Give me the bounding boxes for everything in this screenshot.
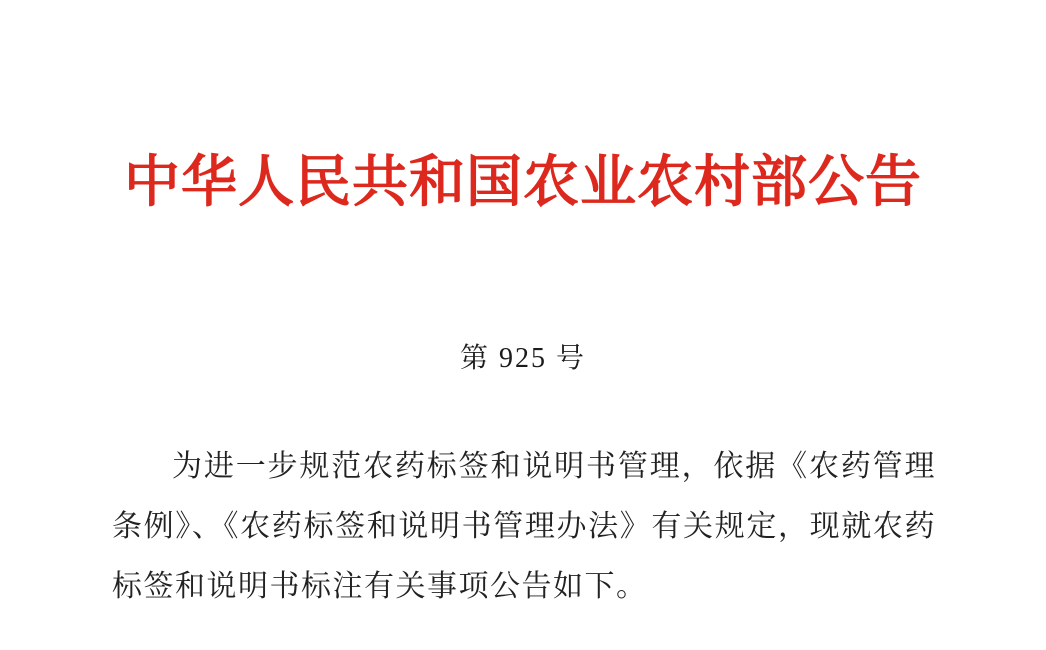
announcement-number: 第 925 号 — [459, 343, 586, 374]
announcement-paragraph: 为进一步规范农药标签和说明书管理，依据《农药管理条例》、《农药标签和说明书管理办法》有关规定，现就农药标签和说明书标注有关事项公告如下。 — [112, 450, 936, 603]
announcement-title: 中华人民共和国农业农村部公告 — [124, 152, 922, 214]
